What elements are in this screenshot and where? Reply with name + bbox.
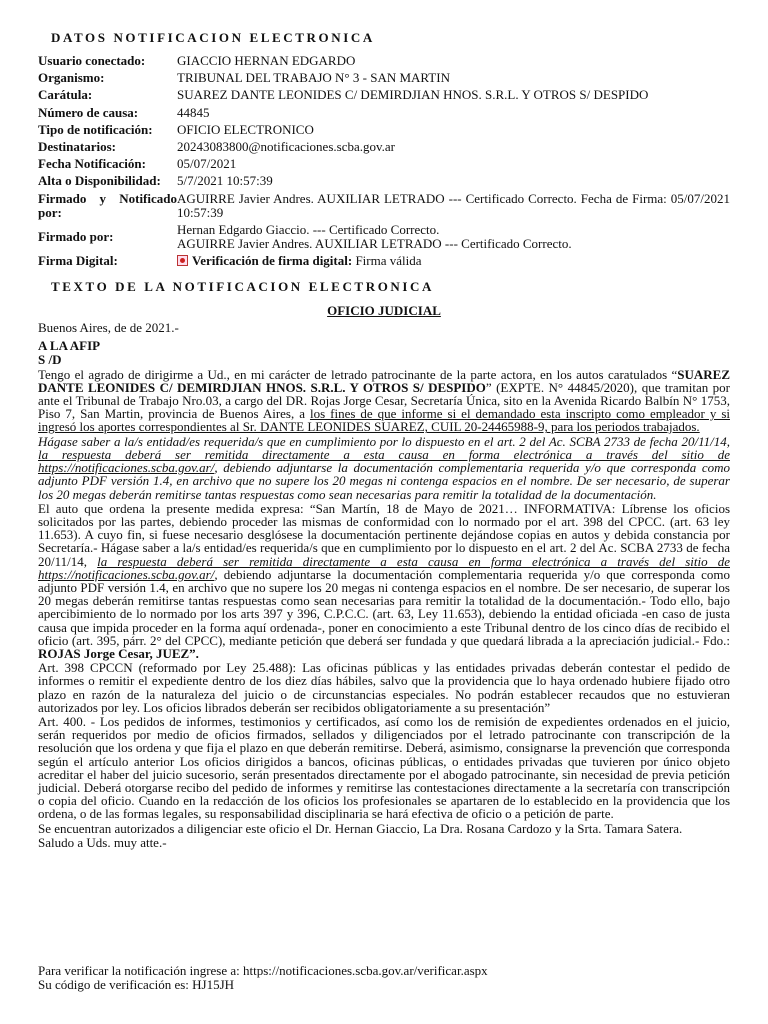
salutation-sd: S /D bbox=[38, 352, 62, 368]
signer-line: AGUIRRE Javier Andres. AUXILIAR LETRADO --- Certificado Correcto. bbox=[177, 235, 572, 251]
meta-value: OFICIO ELECTRONICO bbox=[177, 121, 314, 137]
meta-label: Firmado por: bbox=[38, 228, 114, 244]
judge-signature: ROJAS Jorge Cesar, JUEZ”. bbox=[38, 645, 199, 661]
meta-row-fecha bbox=[38, 157, 730, 174]
meta-value: AGUIRRE Javier Andres. AUXILIAR LETRADO --- Certificado Correcto. Fecha de Firma: 05/07/2021 10:57:39 bbox=[177, 190, 730, 220]
meta-value: TRIBUNAL DEL TRABAJO N° 3 - SAN MARTIN bbox=[177, 70, 450, 86]
meta-row-tipo bbox=[38, 123, 730, 140]
meta-label: Firma Digital: bbox=[38, 252, 118, 268]
meta-row-organismo bbox=[38, 71, 730, 88]
closing-line: Saludo a Uds. muy atte.- bbox=[38, 834, 167, 850]
meta-label: Fecha Notificación: bbox=[38, 156, 146, 172]
response-instruction: la respuesta deberá ser remitida directamente a esta causa en forma electrónica a través del sitio de https://notificaciones.scba.gov.ar/ bbox=[38, 446, 730, 476]
meta-value: SUAREZ DANTE LEONIDES C/ DEMIRDJIAN HNOS. S.R.L. Y OTROS S/ DESPIDO bbox=[177, 87, 649, 103]
meta-row-caratula bbox=[38, 88, 730, 105]
request-purpose: los fines de que informe si el demandado esta inscripto como empleador y si ingresó los aportes correspondientes al Sr. DANTE LEONIDES SUAREZ, CUIL 20-24465988-9, para los periodos trabajados. bbox=[38, 406, 730, 435]
meta-label: Usuario conectado: bbox=[38, 53, 146, 68]
meta-row-usuario bbox=[38, 54, 730, 71]
meta-label: Firmado y Notificado por: bbox=[38, 190, 177, 220]
meta-label: Número de causa: bbox=[38, 104, 139, 120]
oficio-title: OFICIO JUDICIAL bbox=[327, 303, 441, 319]
addressee: A LA AFIP bbox=[38, 338, 101, 354]
verification-footer bbox=[38, 964, 488, 992]
meta-row-firma-digital bbox=[38, 254, 730, 271]
verify-url-line: Para verificar la notificación ingrese a: https://notificaciones.scba.gov.ar/verificar.aspx bbox=[38, 963, 488, 978]
date-line: Buenos Aires, de de 2021.- bbox=[38, 320, 179, 336]
meta-label: Alta o Disponibilidad: bbox=[38, 173, 161, 189]
meta-value: 5/7/2021 10:57:39 bbox=[177, 173, 273, 189]
meta-row-destinatarios bbox=[38, 140, 730, 157]
meta-value: GIACCIO HERNAN EDGARDO bbox=[177, 53, 356, 68]
paragraph-art-398: Art. 398 CPCCN (reformado por Ley 25.488): Las oficinas públicas y las entidades privadas deberán contestar el pedido de informes o remitir el expediente dentro de los diez días hábiles, salvo que la providencia que lo haya ordenado hubiere fijado otro plazo en razón de la naturaleza del juicio o de circunstancias especiales. No podrán establecer recaudos que no estuvieran autorizados por ley. Los oficios librados deberán ser recibidos obligatoriamente a su presentación” bbox=[38, 660, 730, 715]
signer-line: Hernan Edgardo Giaccio. --- Certificado Correcto. bbox=[177, 221, 440, 237]
signature-verif-label: Verificación de firma digital: bbox=[192, 252, 353, 268]
section-title-texto: TEXTO DE LA NOTIFICACION ELECTRONICA bbox=[51, 279, 435, 295]
notification-body bbox=[38, 321, 730, 849]
section-title-datos: DATOS NOTIFICACION ELECTRONICA bbox=[51, 30, 375, 45]
meta-label: Destinatarios: bbox=[38, 138, 116, 154]
signature-icon bbox=[177, 255, 188, 266]
meta-value: 05/07/2021 bbox=[177, 156, 237, 172]
meta-row-firmado-por bbox=[38, 223, 730, 254]
meta-row-firmado-notificado bbox=[38, 192, 730, 223]
meta-value: 44845 bbox=[177, 104, 210, 120]
document-page bbox=[38, 30, 730, 850]
signature-verif-value: Firma válida bbox=[355, 252, 422, 268]
meta-value bbox=[177, 254, 730, 271]
response-instruction: la respuesta deberá ser remitida directamente a esta causa en forma electrónica a través del sitio de https://notificaciones.scba.gov.ar/ bbox=[38, 553, 730, 582]
case-title: SUAREZ DANTE LEONIDES C/ DEMIRDJIAN HNOS. S.R.L. Y OTROS S/ DESPIDO bbox=[38, 366, 730, 395]
paragraph-instructions: Hágase saber a la/s entidad/es requerida/s que en cumplimiento por lo dispuesto en el art. 2 del Ac. SCBA 2733 de fecha 20/11/14, la respuesta deberá ser remitida directamente a esta causa en forma electrónica a través del sitio de https://notificaciones.scba.gov.ar/, debiendo adjuntarse la documentación complementaria requerida y/o que corresponda como adjunto PDF versión 1.4, en archivo que no supere los 20 megas ni contenga espacios en el nombre. De ser necesario, de superar los 20 megas deberán remitirse tantas respuestas como sean necesarias para remitir la totalidad de la documentación. bbox=[38, 433, 730, 502]
meta-label: Organismo: bbox=[38, 70, 105, 86]
meta-row-numero-causa bbox=[38, 106, 730, 123]
meta-label: Tipo de notificación: bbox=[38, 121, 153, 137]
verify-code-line: Su código de verificación es: HJ15JH bbox=[38, 977, 235, 992]
paragraph-art-400: Art. 400. - Los pedidos de informes, testimonios y certificados, así como los de remisión de expedientes ordenados en el juicio, serán requeridos por medio de oficios firmados, sellados y diligenciados por el letrado patrocinante con transcripción de la resolución que los ordena y que fija el plazo en que deberán remitirse. Deberá, asimismo, consignarse la prevención que corresponda según el artículo anterior Los oficios dirigidos a bancos, oficinas públicas, o entidades privadas que tuvieren por único objeto acreditar el haber del juicio sucesorio, serán presentados directamente por el abogado patrocinante, sin necesidad de previa petición judicial. Deberá otorgarse recibo del pedido de informes y remitirse las contestaciones directamente a la secretaría con transcripción o copia del oficio. Cuando en la redacción de los oficios los profesionales se apartaren de lo establecido en la providencia que los ordena, o de las formas legales, su responsabilidad disciplinaria se hará efectiva de oficio o a petición de parte. bbox=[38, 713, 730, 822]
meta-value bbox=[177, 223, 730, 254]
metadata-table bbox=[38, 54, 730, 271]
meta-value: 20243083800@notificaciones.scba.gov.ar bbox=[177, 138, 395, 154]
meta-label: Carátula: bbox=[38, 87, 93, 103]
paragraph-intro: Tengo el agrado de dirigirme a Ud., en mi carácter de letrado patrocinante de la parte actora, en los autos caratulados “SUAREZ DANTE LEONIDES C/ DEMIRDJIAN HNOS. S.R.L. Y OTROS S/ DESPIDO” (EXPTE. N° 44845/2020), que tramitan por ante el Tribunal de Trabajo Nro.03, a cargo del DR. Rojas Jorge Cesar, Secretaría Única, sito en la Avenida Ricardo Balbín N° 1753, Piso 7, San Martin, provincia de Buenos Aires, a los fines de que informe si el demandado esta inscripto como empleador y si ingresó los aportes correspondientes al Sr. DANTE LEONIDES SUAREZ, CUIL 20-24465988-9, para los periodos trabajados. bbox=[38, 366, 731, 435]
paragraph-auto: El auto que ordena la presente medida expresa: “San Martín, 18 de Mayo de 2021… INFORMATIVA: Líbrense los oficios solicitados por las partes, debiendo proceder las mismas de conformidad con lo normado por el art. 398 del CPCC. (art. 63 ley 11.653). A cuyo fin, si fuese necesario desglósese la documentación pertinente dejándose copias en autos y debida constancia por Secretaría.- Hágase saber a la/s entidad/es requerida/s que en cumplimiento por lo dispuesto en el art. 2 del Ac. SCBA 2733 de fecha 20/11/14, la respuesta deberá ser remitida directamente a esta causa en forma electrónica a través del sitio de https://notificaciones.scba.gov.ar/, debiendo adjuntarse la documentación complementaria requerida y/o que corresponda como adjunto PDF versión 1.4, en archivo que no supere los 20 megas ni contenga espacios en el nombre. De ser necesario, de superar los 20 megas deberán remitirse tantas respuestas como sean necesarias para remitir la totalidad de la documentación.- Todo ello, bajo apercibimiento de lo normado por los arts 397 y 396, C.P.C.C. (art. 63, Ley 11.653), debiendo la entidad oficiada -en caso de justa causa que impida proceder en la forma aquí ordenada-, poner en conocimiento a este Tribunal dentro de los cinco días de recibido el oficio (art. 395, párr. 2° del CPCC), mediante petición que deberá ser fundada y que quedará librada a la apreciación judicial.- Fdo.: ROJAS Jorge Cesar, JUEZ”. bbox=[38, 500, 730, 661]
meta-row-alta bbox=[38, 174, 730, 191]
paragraph-authorized: Se encuentran autorizados a diligenciar este oficio el Dr. Hernan Giaccio, La Dra. Rosana Cardozo y la Srta. Tamara Satera. bbox=[38, 820, 683, 836]
